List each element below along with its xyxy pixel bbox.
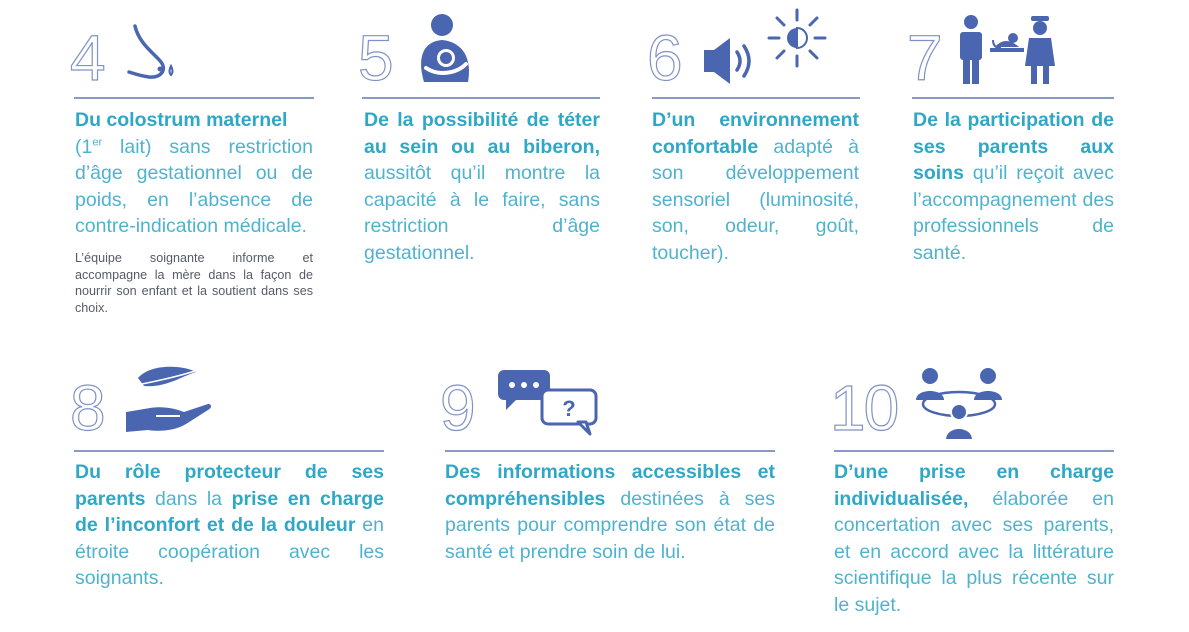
- divider: [74, 450, 384, 452]
- item-text: D’un environnement confortable adapté à son développement sensoriel (luminosité, son, odeur, goût, toucher).: [652, 109, 859, 264]
- speaker-and-sun-icon: [702, 8, 832, 86]
- item-number: 7: [907, 22, 941, 94]
- feather-hand-icon: [122, 364, 214, 440]
- people-network-icon: [910, 364, 1008, 444]
- divider: [834, 450, 1114, 452]
- parent-baby-nurse-icon: [957, 14, 1057, 86]
- item-text: De la possibilité de téter au sein ou au biberon, aussitôt qu’il montre la capacité à le faire, sans restriction d’âge gestationnel.: [364, 109, 600, 264]
- divider: [74, 97, 314, 99]
- item-text: D’une prise en charge individualisée, élaborée en concertation avec ses parents, et en accord avec la littérature scientifique la plus récente sur le sujet.: [834, 461, 1114, 616]
- item-number: 6: [647, 22, 681, 94]
- divider: [652, 97, 860, 99]
- divider: [362, 97, 600, 99]
- breastfeeding-mother-icon: [412, 12, 476, 84]
- item-number: 10: [830, 372, 898, 444]
- item-number: 8: [70, 372, 104, 444]
- breast-icon: [125, 22, 185, 82]
- divider: [912, 97, 1114, 99]
- item-number: 5: [358, 22, 392, 94]
- item-text: Du rôle protecteur de ses parents dans la prise en charge de l’inconfort et de la douleur en étroite coopération avec les soignants.: [75, 461, 384, 589]
- item-text: De la participation de ses parents aux soins qu’il reçoit avec l’accompagnement des professionnels de santé.: [913, 109, 1114, 264]
- item-text: Des informations accessibles et compréhensibles destinées à ses parents pour comprendre son état de santé et prendre soin de lui.: [445, 461, 775, 563]
- svg-text:?: ?: [562, 396, 576, 421]
- item-number: 9: [440, 372, 474, 444]
- item-text: Du colostrum maternel (1er lait) sans restriction d’âge gestationnel ou de poids, en l’absence de contre-indication médicale.: [75, 109, 313, 237]
- item-note: L’équipe soignante informe et accompagne la mère dans la façon de nourrir son enfant et la soutient dans ses choix.: [75, 251, 313, 315]
- divider: [445, 450, 775, 452]
- item-number: 4: [70, 22, 104, 94]
- speech-bubbles-icon: [496, 366, 600, 436]
